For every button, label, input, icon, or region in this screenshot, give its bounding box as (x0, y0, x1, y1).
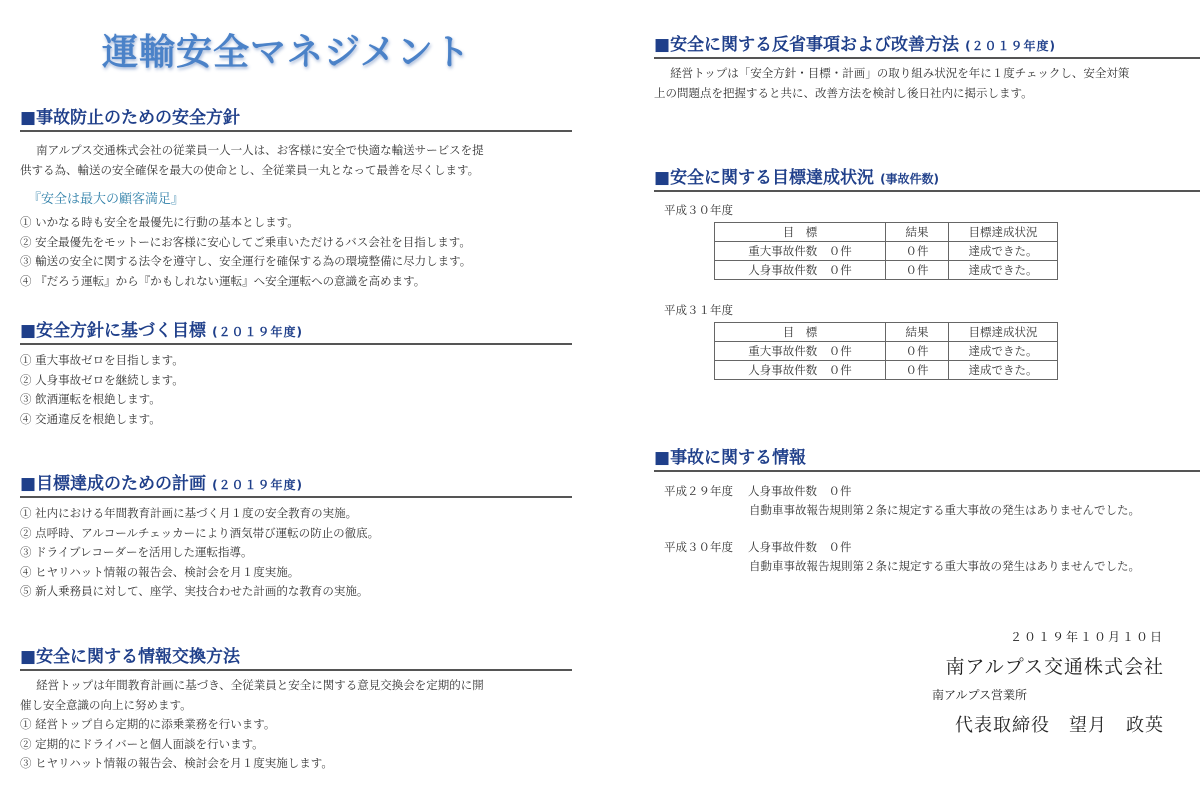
section-goals (20, 316, 572, 429)
table-row (715, 261, 1058, 280)
review-text-line-1: 経営トップは「安全方針・目標・計画」の取り組み状況を年に１度チェックし、安全対策 (670, 66, 1130, 80)
heading-marker: ■ (654, 35, 671, 55)
column-header: 目 標 (715, 323, 886, 342)
exchange-text-line-2: 催し安全意識の向上に努めます。 (20, 698, 192, 712)
year-label: 平成３１年度 (664, 303, 733, 317)
section-subheading: (２０１９年度) (212, 478, 304, 492)
office-name: 南アルプス営業所 (932, 688, 1028, 702)
section-heading-text: 安全に関する情報交換方法 (36, 647, 241, 667)
policy-text-line-2: 供する為、輸送の安全確保を最大の使命とし、全従業員一丸となって最善を尽くします。 (20, 163, 480, 177)
table-row (715, 361, 1058, 380)
list-item: ② 安全最優先をモットーにお客様に安心してご乗車いただけるバス会社を目指します。 (20, 234, 471, 249)
column-header: 結果 (886, 323, 949, 342)
list-item: ① 経営トップ自ら定期的に添乗業務を行います。 (20, 717, 276, 731)
section-heading (20, 642, 572, 671)
column-header: 目標達成状況 (949, 323, 1058, 342)
section-plan (20, 469, 572, 602)
section-heading-text: 安全方針に基づく目標 (36, 321, 207, 341)
heading-marker: ■ (654, 448, 671, 468)
list-item: ④ ヒヤリハット情報の報告会、検討会を月１度実施。 (20, 564, 300, 579)
accident-count: 人身事故件数 ０件 (748, 540, 852, 554)
section-heading (20, 103, 572, 132)
achievement-table (714, 322, 1058, 380)
table-cell: 達成できた。 (949, 361, 1058, 380)
table-cell: 人身事故件数 ０件 (715, 361, 886, 380)
plan-list (20, 504, 572, 602)
list-item: ② 定期的にドライバーと個人面談を行います。 (20, 736, 264, 751)
heading-marker: ■ (654, 168, 671, 188)
policy-list (20, 213, 572, 291)
heading-marker: ■ (20, 108, 37, 128)
section-heading-text: 安全に関する反省事項および改善方法 (670, 35, 960, 55)
year-label: 平成３０年度 (664, 203, 733, 217)
table-header-row (715, 223, 1058, 242)
table-cell: ０件 (886, 261, 949, 280)
section-subheading: (２０１９年度) (965, 39, 1057, 53)
page-title: 運輸安全マネジメント (102, 32, 471, 73)
company-name: 南アルプス交通株式会社 (945, 656, 1164, 678)
accident-row (654, 538, 1200, 557)
list-item: ③ ヒヤリハット情報の報告会、検討会を月１度実施します。 (20, 756, 333, 770)
exchange-list (20, 715, 572, 774)
accident-year: 平成３０年度 (664, 540, 733, 554)
slogan: 『安全は最大の顧客満足』 (28, 192, 185, 207)
table-cell: 重大事故件数 ０件 (715, 242, 886, 261)
heading-marker: ■ (20, 474, 37, 494)
list-item: ⑤ 新人乗務員に対して、座学、実技合わせた計画的な教育の実施。 (20, 584, 369, 598)
list-item: ④ 『だろう運転』から『かもしれない運転』へ安全運転への意識を高めます。 (20, 273, 426, 288)
table-cell: ０件 (886, 242, 949, 261)
document-date: ２０１９年１０月１０日 (1009, 630, 1164, 644)
list-item: ③ 輸送の安全に関する法令を遵守し、安全運行を確保する為の環境整備に尽力します。 (20, 254, 472, 268)
section-heading (20, 469, 572, 498)
table-cell: ０件 (886, 361, 949, 380)
section-subheading: (２０１９年度) (212, 325, 304, 339)
column-header: 目標達成状況 (949, 223, 1058, 242)
list-item: ② 点呼時、アルコールチェッカーにより酒気帯び運転の防止の徹底。 (20, 525, 380, 540)
table-cell: 人身事故件数 ０件 (715, 261, 886, 280)
heading-marker: ■ (20, 321, 37, 341)
exchange-text-line-1: 経営トップは年間教育計画に基づき、全従業員と安全に関する意見交換会を定期的に開 (36, 678, 484, 692)
column-header: 結果 (886, 223, 949, 242)
list-item: ① 重大事故ゼロを目指します。 (20, 353, 184, 367)
section-achievement (654, 163, 1200, 380)
table-cell: 達成できた。 (949, 342, 1058, 361)
table-row (715, 342, 1058, 361)
table-cell: 重大事故件数 ０件 (715, 342, 886, 361)
section-heading (654, 443, 1200, 472)
accident-count: 人身事故件数 ０件 (748, 484, 852, 498)
table-cell: 達成できた。 (949, 261, 1058, 280)
accident-entry (654, 538, 1200, 576)
column-header: 目 標 (715, 223, 886, 242)
policy-text-line-1: 南アルプス交通株式会社の従業員一人一人は、お客様に安全で快適な輸送サービスを提 (36, 143, 484, 157)
section-info-exchange (20, 642, 572, 774)
section-heading-text: 目標達成のための計画 (36, 474, 207, 494)
goals-list (20, 351, 572, 429)
section-heading-text: 安全に関する目標達成状況 (670, 168, 875, 188)
representative-name: 代表取締役 望月 政英 (955, 715, 1164, 736)
accident-row (654, 482, 1200, 501)
table-cell: 達成できた。 (949, 242, 1058, 261)
list-item: ③ ドライブレコーダーを活用した運転指導。 (20, 545, 253, 559)
list-item: ③ 飲酒運転を根絶します。 (20, 392, 161, 406)
accident-year: 平成２９年度 (664, 484, 733, 498)
section-heading (654, 163, 1200, 192)
accident-detail: 自動車事故報告規則第２条に規定する重大事故の発生はありませんでした。 (749, 503, 1140, 517)
section-heading-text: 事故に関する情報 (670, 448, 807, 468)
section-safety-policy (20, 103, 572, 291)
list-item: ① いかなる時も安全を最優先に行動の基本とします。 (20, 215, 299, 229)
section-accident-info (654, 443, 1200, 576)
table-cell: ０件 (886, 342, 949, 361)
list-item: ① 社内における年間教育計画に基づく月１度の安全教育の実施。 (20, 506, 358, 520)
accident-detail: 自動車事故報告規則第２条に規定する重大事故の発生はありませんでした。 (749, 559, 1140, 573)
table-row (715, 242, 1058, 261)
section-heading (20, 316, 572, 345)
section-heading-text: 事故防止のための安全方針 (36, 108, 241, 128)
achievement-table (714, 222, 1058, 280)
section-subheading: (事故件数) (880, 172, 940, 186)
heading-marker: ■ (20, 647, 37, 667)
accident-entry (654, 482, 1200, 520)
section-heading (654, 30, 1200, 59)
section-review (654, 30, 1200, 103)
table-header-row (715, 323, 1058, 342)
list-item: ② 人身事故ゼロを継続します。 (20, 372, 184, 387)
list-item: ④ 交通違反を根絶します。 (20, 411, 161, 426)
review-text-line-2: 上の問題点を把握すると共に、改善方法を検討し後日社内に掲示します。 (654, 86, 1033, 100)
